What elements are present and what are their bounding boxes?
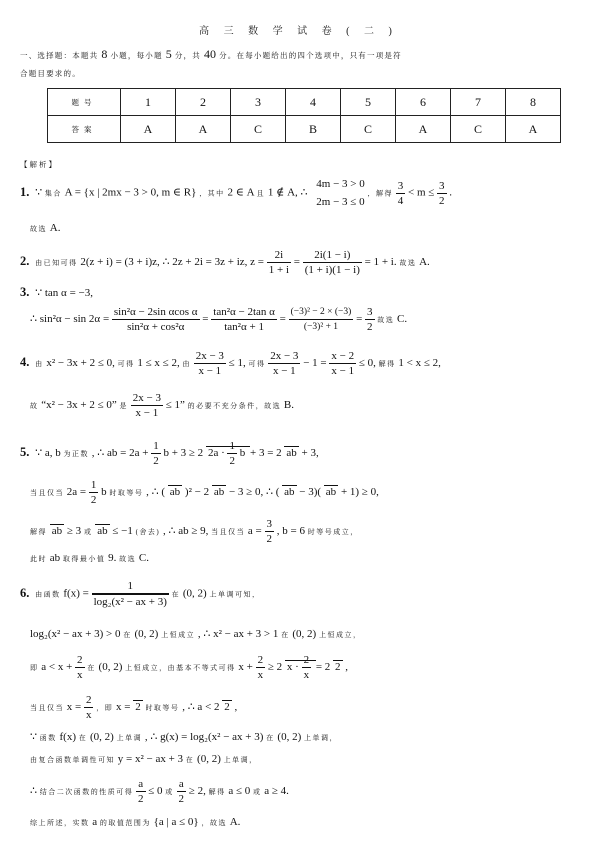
q6-line7 xyxy=(30,778,289,805)
sqrt: ab xyxy=(97,525,108,538)
math: = 2 xyxy=(315,661,331,674)
denominator: 2 xyxy=(138,793,144,805)
q-number: 5 xyxy=(341,89,396,116)
q6-line5 xyxy=(30,730,338,743)
row-label-number: 题号 xyxy=(48,89,121,116)
answer-cell: A xyxy=(396,116,451,143)
numerator: sin²α − 2sin αcos α xyxy=(113,306,198,318)
math: (0, 2) xyxy=(277,731,302,743)
answer: C. xyxy=(138,552,149,564)
denominator: 2 xyxy=(266,533,273,545)
table-row xyxy=(48,116,561,143)
numerator: 2 xyxy=(85,694,92,706)
fraction xyxy=(136,778,146,805)
math: 9. xyxy=(108,552,117,564)
sqrt xyxy=(285,654,316,681)
denominator: 2 xyxy=(229,455,235,467)
text: 在 xyxy=(266,734,275,742)
q3-line1 xyxy=(20,285,93,300)
q-number: 2 xyxy=(176,89,231,116)
answer-cell: A xyxy=(121,116,176,143)
text: 由已知可得 xyxy=(35,259,78,268)
math: 2(z + i) = (3 + i)z, ∴ 2z + 2i = 3z + iz, z = xyxy=(80,256,264,269)
denominator: x xyxy=(303,669,310,681)
answer-cell: C xyxy=(231,116,286,143)
text: 结合二次函数的性质可得 xyxy=(39,788,134,797)
num: 8 xyxy=(101,47,108,61)
q-number: 3 xyxy=(231,89,286,116)
denominator: x − 1 xyxy=(135,407,159,419)
answer-cell: C xyxy=(341,116,396,143)
math: y = x² − ax + 3 xyxy=(117,753,184,765)
text: 上恒成立， xyxy=(318,631,362,639)
fraction xyxy=(267,249,291,276)
question-number: 6. xyxy=(20,585,30,600)
text: 或 xyxy=(253,788,262,797)
math: f(x) = xyxy=(63,587,89,600)
text: 在 xyxy=(87,664,96,673)
fraction xyxy=(112,306,200,333)
text: 故 xyxy=(30,402,39,411)
denominator: 2 xyxy=(367,321,373,333)
numerator: 3 xyxy=(367,306,373,318)
math: ≥ 3 xyxy=(66,525,82,538)
math: 1 < x ≤ 2, xyxy=(398,357,441,370)
math: 2m − 3 ≤ 0 xyxy=(316,196,365,208)
text: 解得 xyxy=(30,528,47,537)
math: , ∴ x² − ax + 3 > 1 xyxy=(197,628,279,640)
text: ，解得 xyxy=(367,189,393,198)
numerator: a xyxy=(177,778,187,792)
q6-line6 xyxy=(30,753,258,765)
math: f(x) xyxy=(59,731,76,743)
q1-line1 xyxy=(20,178,452,208)
fraction xyxy=(227,440,237,467)
math: a = xyxy=(247,525,262,538)
fraction xyxy=(302,654,312,681)
text: 在 xyxy=(185,756,195,764)
answer-cell: C xyxy=(451,116,506,143)
math: ∴ xyxy=(30,785,37,798)
text: 上恒成立 xyxy=(161,631,196,639)
sqrt: 2 xyxy=(224,701,230,714)
text: 是 xyxy=(119,402,129,411)
text: 时取等号 xyxy=(109,489,144,498)
q6-line4 xyxy=(30,694,237,721)
q5-line4 xyxy=(30,552,149,564)
math: x + xyxy=(238,661,253,674)
answer: A. xyxy=(49,222,61,234)
denominator: x − 1 xyxy=(272,365,296,377)
math: 2a · xyxy=(207,447,225,460)
text: 当且仅当 xyxy=(30,704,64,713)
text: 一、选择题：本题共 xyxy=(20,51,99,60)
fraction xyxy=(211,306,277,333)
fraction xyxy=(289,306,354,333)
math: log₂(x² − ax + 3) > 0 xyxy=(30,628,121,640)
denominator: x − 1 xyxy=(331,365,355,377)
q-number: 8 xyxy=(506,89,561,116)
math: A = {x | 2mx − 3 > 0, m ∈ R} xyxy=(64,186,197,199)
fraction xyxy=(256,654,266,681)
denominator: 4 xyxy=(397,194,404,207)
denominator: tan²α + 1 xyxy=(224,321,264,333)
math: < m ≤ xyxy=(407,186,435,199)
text: 或 xyxy=(165,788,174,797)
text: 由 xyxy=(182,360,191,369)
math: {a | a ≤ 0} xyxy=(153,816,199,828)
math: − 3)( xyxy=(299,486,322,499)
text: 由 xyxy=(35,360,44,369)
text: 小题，每小题 xyxy=(110,51,163,60)
sqrt: ab xyxy=(284,486,295,499)
q1-line2 xyxy=(30,222,60,234)
math: x = xyxy=(66,701,82,714)
numerator: 3 xyxy=(266,518,273,530)
denominator: 2 xyxy=(178,793,185,805)
inequality-system xyxy=(316,178,364,208)
text: 上单调， xyxy=(223,756,258,764)
num: 40 xyxy=(204,47,217,61)
answer-table xyxy=(47,88,561,143)
math: b + 3 ≥ 2 xyxy=(163,447,204,460)
q6-line2 xyxy=(30,627,361,640)
denominator: 1 + i xyxy=(268,264,289,276)
answer: A. xyxy=(229,816,241,828)
text: 此时 xyxy=(30,555,47,563)
numerator: 3 xyxy=(439,179,445,192)
sqrt: ab xyxy=(169,486,181,499)
table-row xyxy=(48,89,561,116)
text: 可得 xyxy=(117,360,135,369)
math: − 3 ≥ 0, ∴ ( xyxy=(228,486,280,499)
q6-line3 xyxy=(30,654,348,681)
text: 分，共 xyxy=(174,51,201,60)
denominator-sqrt: log₂(x² − ax + 3) xyxy=(93,596,167,608)
numerator: 1 xyxy=(229,440,235,452)
analysis-tag: 【解析】 xyxy=(20,160,58,169)
denominator: 2 xyxy=(90,494,97,506)
math: , ∴ g(x) = log₂(x² − ax + 3) xyxy=(144,731,264,743)
text: 上恒成立，由基本不等式可得 xyxy=(125,664,236,673)
numerator: a xyxy=(136,778,146,792)
fraction xyxy=(437,180,447,207)
denominator: (−3)² + 1 xyxy=(303,322,339,332)
math: = 1 + i. xyxy=(364,256,397,269)
math: = xyxy=(279,313,286,326)
denominator: x xyxy=(257,669,264,681)
math: 4m − 3 > 0 xyxy=(316,178,365,190)
text: 当且仅当 xyxy=(30,489,64,498)
text: 在 xyxy=(78,734,88,742)
question-number: 1. xyxy=(20,184,30,199)
text: 取得最小值 xyxy=(62,555,106,563)
numerator: 2 xyxy=(303,654,310,666)
text: 且 xyxy=(256,189,266,198)
text: 上单调， xyxy=(304,734,338,742)
math: (0, 2) xyxy=(292,628,317,640)
text: 在 xyxy=(281,631,290,639)
sqrt xyxy=(206,440,250,467)
math: (0, 2) xyxy=(182,587,207,600)
question-number: 2. xyxy=(20,254,30,269)
math: a ≤ 0 xyxy=(228,785,251,798)
answer-cell: B xyxy=(286,116,341,143)
numerator: 2i xyxy=(267,249,291,263)
math: x · xyxy=(286,661,299,674)
numerator: 1 xyxy=(90,479,97,491)
math: ≤ 0, xyxy=(358,357,376,370)
text: 函数 xyxy=(39,734,57,742)
text: (舍去) xyxy=(135,528,161,537)
math: , xyxy=(234,701,238,714)
numerator: 2i(1 − i) xyxy=(303,249,362,263)
q5-line1 xyxy=(20,440,319,467)
text: 上单调可知， xyxy=(209,590,261,599)
text: 时取等号 xyxy=(145,704,180,713)
num: 5 xyxy=(165,47,172,61)
text: 综上所述，实数 xyxy=(30,819,90,827)
fraction xyxy=(265,518,275,545)
math: a xyxy=(92,816,98,828)
math: , ∴ ( xyxy=(146,486,166,499)
math: . xyxy=(449,186,453,199)
math: )² − 2 xyxy=(184,486,210,499)
math: x² − 3x + 2 ≤ 0, xyxy=(46,357,115,370)
fraction xyxy=(131,392,163,419)
text: 当且仅当 xyxy=(211,528,246,537)
text: 由函数 xyxy=(35,590,61,599)
text: ，故选 xyxy=(201,819,227,827)
math: = xyxy=(293,256,300,269)
text: 或 xyxy=(83,528,93,537)
text: 分。在每小题给出的四个选项中，只有一项是符 xyxy=(219,51,402,60)
question-number: 5. xyxy=(20,445,30,460)
sqrt: ab xyxy=(213,486,225,499)
fraction xyxy=(177,778,187,805)
fraction xyxy=(92,580,169,608)
text: 时等号成立， xyxy=(307,528,359,537)
math: , ∴ ab = 2a + xyxy=(91,447,149,460)
denominator: x xyxy=(77,669,83,681)
text: 为正数 xyxy=(63,450,90,459)
math: ∵ a, b xyxy=(35,447,61,460)
text: 即 xyxy=(30,664,39,673)
numerator: 1 xyxy=(92,580,169,594)
q6-line8 xyxy=(30,816,240,828)
sqrt: ab xyxy=(286,447,297,460)
math: 2a = xyxy=(66,486,87,499)
fraction xyxy=(329,350,356,377)
math: + 3 = 2 xyxy=(249,447,282,460)
q4-line2 xyxy=(30,392,294,419)
numerator: 1 xyxy=(153,440,159,452)
math: 2 ∈ A xyxy=(227,186,254,199)
sqrt: 2 xyxy=(335,661,341,674)
answer-cell: A xyxy=(176,116,231,143)
denominator: 2 xyxy=(153,455,159,467)
fraction xyxy=(75,654,85,681)
math: a ≥ 4. xyxy=(264,785,289,798)
text: ，其中 xyxy=(199,189,225,198)
q6-line1 xyxy=(20,580,260,608)
numerator: 3 xyxy=(397,179,404,192)
q-number: 6 xyxy=(396,89,451,116)
text: 故选 xyxy=(399,259,417,268)
text: 在 xyxy=(123,631,132,639)
denominator: sin²α + cos²α xyxy=(127,321,185,333)
text: 解得 xyxy=(208,788,226,797)
math: ∴ sin²α − sin 2α = xyxy=(30,313,110,326)
q-number: 4 xyxy=(286,89,341,116)
fraction xyxy=(396,180,406,207)
fraction xyxy=(303,249,362,276)
text: 在 xyxy=(171,590,181,599)
math: ∵ xyxy=(35,186,43,199)
fraction xyxy=(268,350,300,377)
question-number: 4. xyxy=(20,355,30,370)
sqrt: ab xyxy=(325,486,337,499)
q4-line1 xyxy=(20,350,441,377)
denominator: x xyxy=(85,709,92,721)
math: b xyxy=(101,486,107,499)
fraction xyxy=(365,306,375,333)
denominator: 2 xyxy=(439,194,445,207)
math: x = xyxy=(115,701,131,714)
q3-line2 xyxy=(30,306,407,333)
math: ≥ 2 xyxy=(267,661,283,674)
numerator: tan²α − 2tan α xyxy=(213,306,275,318)
text: ，即 xyxy=(96,704,114,713)
numerator: 2x − 3 xyxy=(270,350,299,362)
math: 1 ≤ x ≤ 2, xyxy=(137,357,180,370)
question-number: 3. xyxy=(20,285,30,299)
q-number: 7 xyxy=(451,89,506,116)
text: 集合 xyxy=(44,189,62,198)
math: ∵ xyxy=(30,731,37,743)
math: (0, 2) xyxy=(98,661,123,674)
text: 故选 xyxy=(119,555,137,563)
text: 解得 xyxy=(378,360,396,369)
numerator: 2x − 3 xyxy=(195,350,224,362)
text: 故选 xyxy=(377,316,395,325)
math: , ∴ a < 2 xyxy=(182,701,220,714)
numerator: 2x − 3 xyxy=(132,392,161,404)
math: ∵ tan α = −3, xyxy=(35,287,93,299)
math: ≤ 0 xyxy=(148,785,163,798)
section-instructions-line2: 合题目要求的。 xyxy=(20,69,81,78)
math: (0, 2) xyxy=(197,753,221,765)
math: + 3, xyxy=(301,447,319,460)
text: 上单调 xyxy=(116,734,143,742)
q5-line2 xyxy=(30,479,379,506)
math: ≤ 1, xyxy=(228,357,246,370)
fraction xyxy=(194,350,226,377)
answer: B. xyxy=(283,399,294,412)
math: = xyxy=(202,313,209,326)
fraction xyxy=(151,440,161,467)
text: 的必要不充分条件，故选 xyxy=(187,402,282,411)
math: ≤ −1 xyxy=(112,525,133,538)
answer: C. xyxy=(397,313,408,326)
math: + 1) ≥ 0, xyxy=(340,486,379,499)
answer-cell: A xyxy=(506,116,561,143)
math: b xyxy=(239,447,246,460)
math: 1 ∉ A, ∴ xyxy=(267,186,308,199)
q2-line xyxy=(20,249,430,276)
fraction xyxy=(84,694,94,721)
denominator: (1 + i)(1 − i) xyxy=(304,264,360,276)
math: , xyxy=(345,661,349,674)
text: 可得 xyxy=(248,360,266,369)
text: 的取值范围为 xyxy=(99,819,151,827)
numerator: (−3)² − 2 × (−3) xyxy=(289,306,354,320)
math: , b = 6 xyxy=(276,525,305,538)
answer: A. xyxy=(419,256,430,269)
text: 由复合函数单调性可知 xyxy=(30,756,115,764)
numerator: 2 xyxy=(77,654,83,666)
numerator: 2 xyxy=(257,654,264,666)
math: ab xyxy=(49,552,61,564)
math: a < x + xyxy=(41,661,73,674)
math: , ∴ ab ≥ 9, xyxy=(163,525,209,538)
math: (0, 2) xyxy=(90,731,114,743)
page-title: 高 三 数 学 试 卷 ( 二 ) xyxy=(199,26,398,37)
math: = xyxy=(356,313,363,326)
fraction xyxy=(89,479,99,506)
section-instructions-line1 xyxy=(20,47,402,62)
math: ≤ 1” xyxy=(165,399,185,412)
q5-line3 xyxy=(30,518,359,545)
math: ≥ 2, xyxy=(188,785,206,798)
q-number: 1 xyxy=(121,89,176,116)
sqrt: 2 xyxy=(135,701,141,714)
math: − 1 = xyxy=(303,357,327,370)
denominator: x − 1 xyxy=(198,365,222,377)
math: “x² − 3x + 2 ≤ 0” xyxy=(41,399,117,412)
row-label-answer: 答案 xyxy=(48,116,121,143)
text: 故选 xyxy=(30,225,47,233)
math: (0, 2) xyxy=(134,628,159,640)
numerator: x − 2 xyxy=(331,350,355,362)
sqrt: ab xyxy=(51,525,63,538)
